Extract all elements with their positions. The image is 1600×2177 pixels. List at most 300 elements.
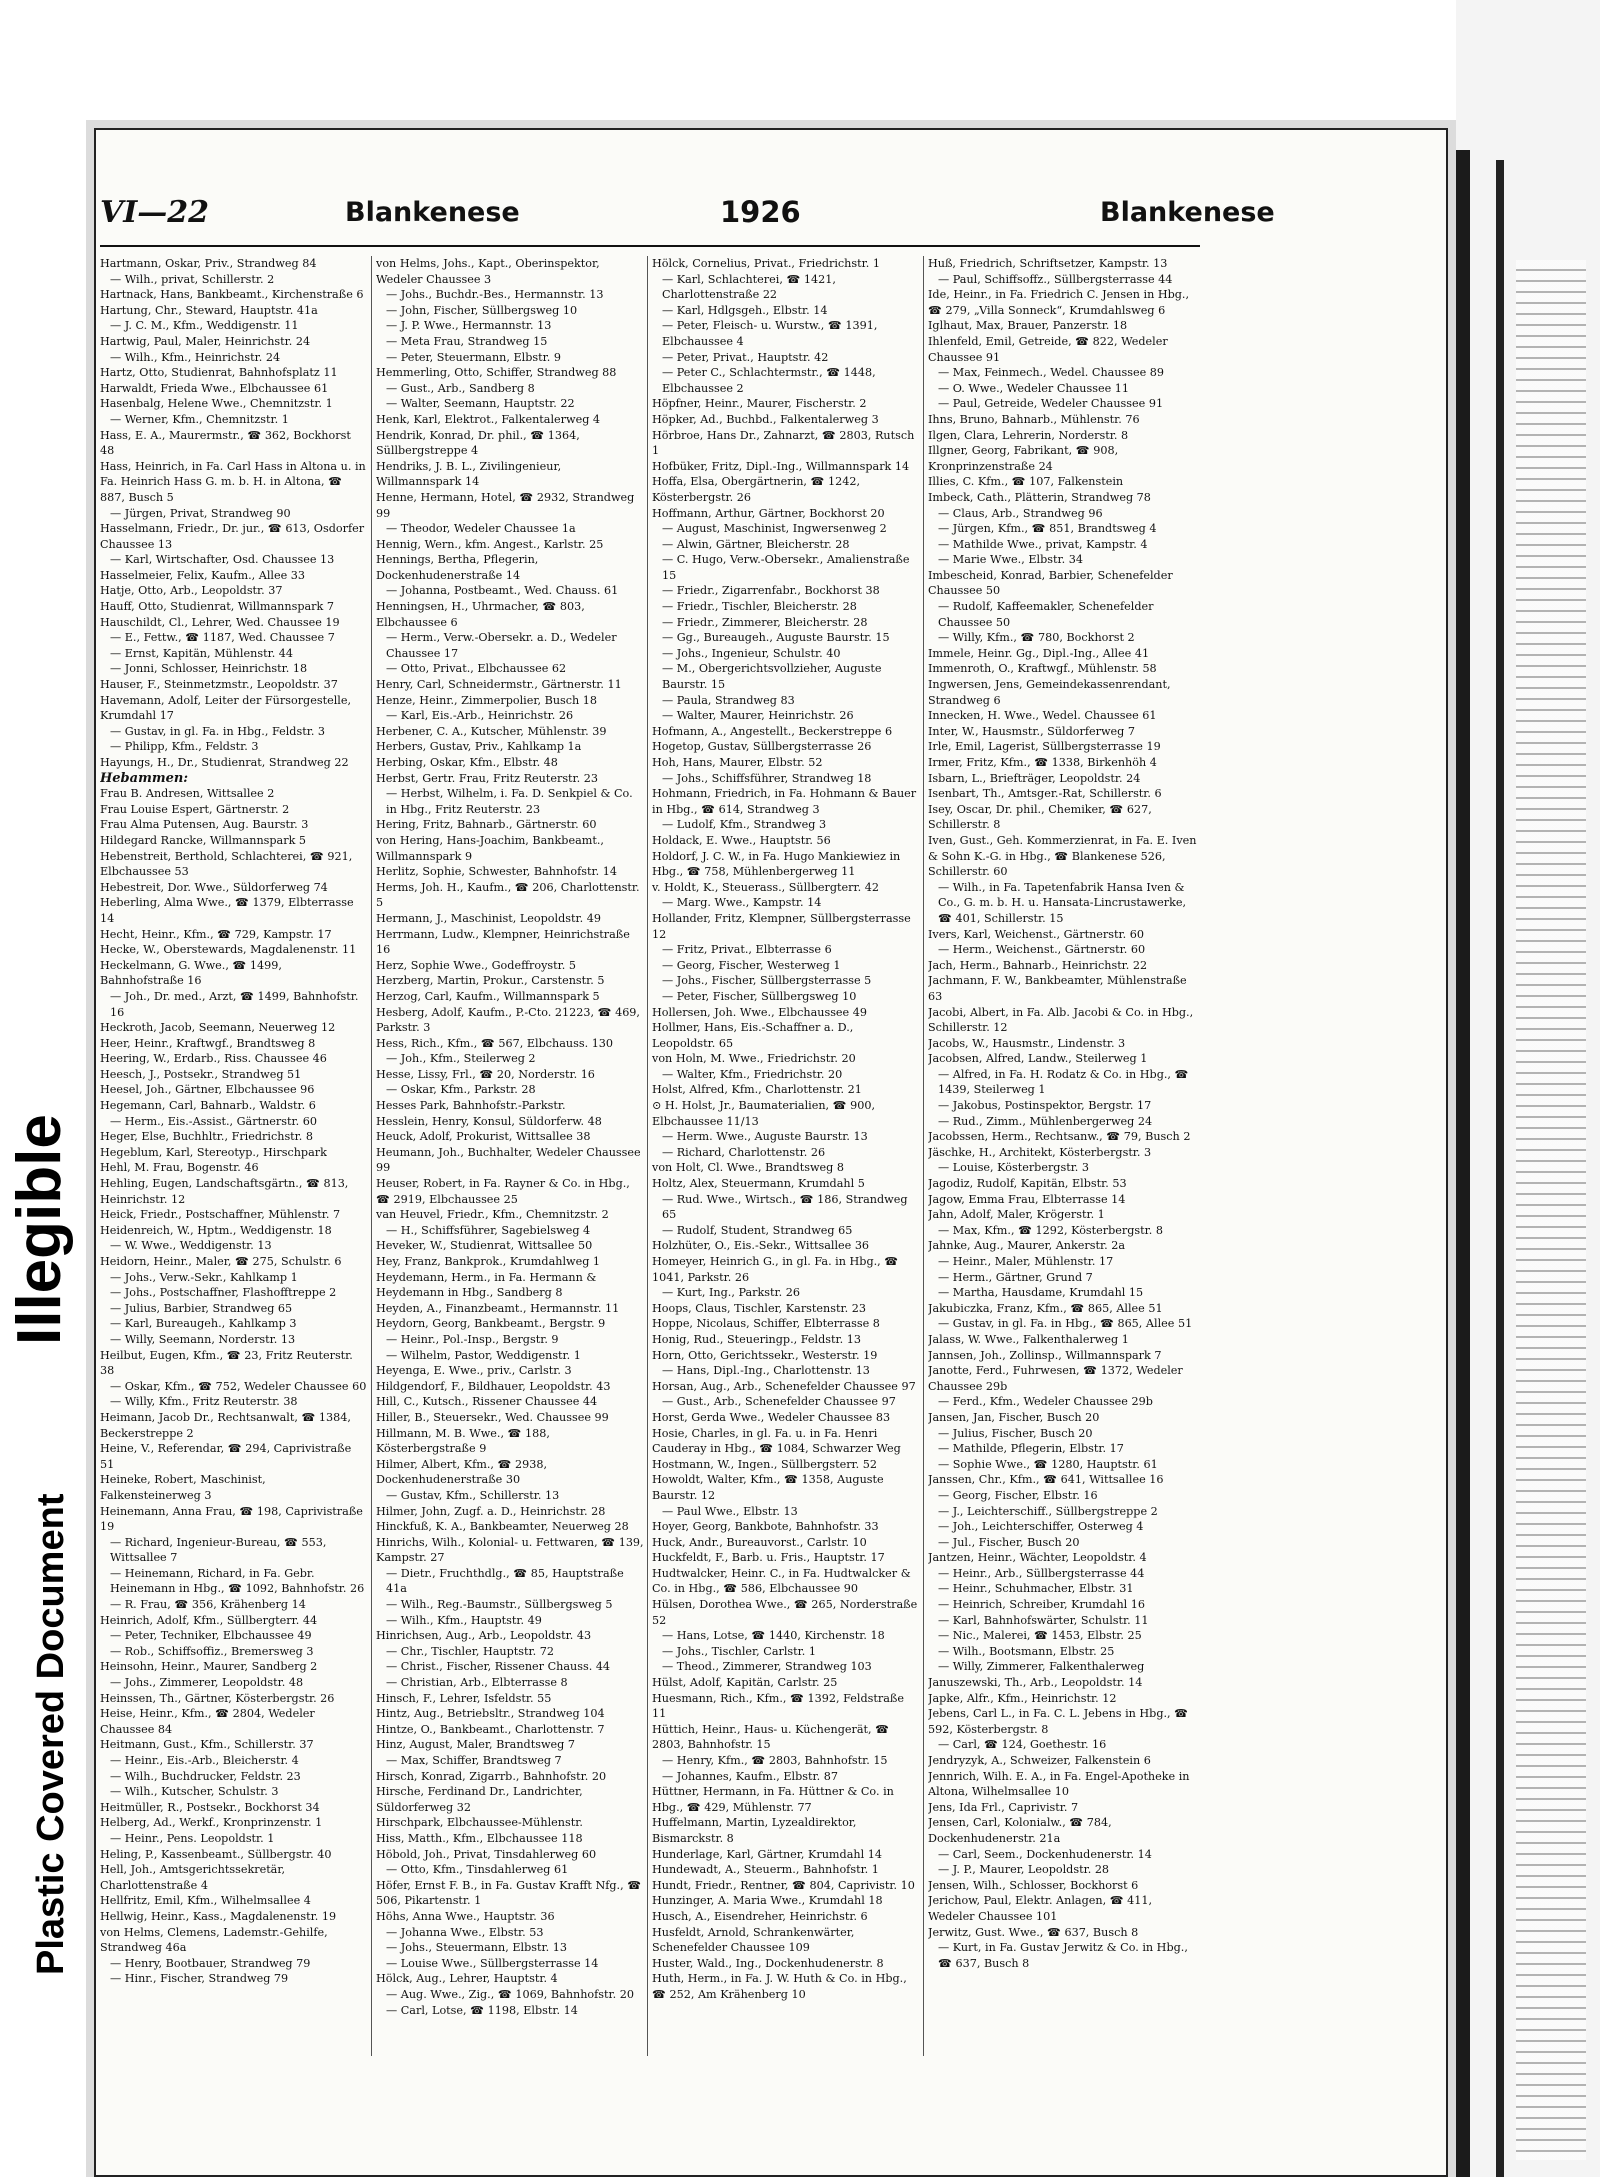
directory-entry: — Heinr., Eis.-Arb., Bleicherstr. 4 (110, 1754, 299, 1767)
directory-entry: Heyenga, E. Wwe., priv., Carlstr. 3 (376, 1364, 572, 1378)
directory-entry: — Ferd., Kfm., Wedeler Chaussee 29b (938, 1395, 1153, 1409)
directory-entry: Hölck, Aug., Lehrer, Hauptstr. 4 (376, 1972, 558, 1986)
directory-entry: — Willy, Kfm., ☎ 780, Bockhorst 2 (938, 631, 1135, 645)
directory-entry: Hildegard Rancke, Willmannspark 5 (100, 833, 307, 847)
directory-entry: — Christ., Fischer, Rissener Chauss. 44 (386, 1660, 611, 1674)
directory-entry: — Heinr., Pol.-Insp., Bergstr. 9 (386, 1332, 559, 1346)
directory-entry: — Joh., Dr. med., Arzt, ☎ 1499, Bahnhofstr. 16 (110, 989, 359, 1019)
directory-entry: — Karl, Schlachterei, ☎ 1421, Charlottenstraße 22 (662, 272, 836, 302)
directory-entry: — Wilh., privat, Schillerstr. 2 (110, 272, 275, 286)
directory-entry: — R. Frau, ☎ 356, Krähenberg 14 (110, 1598, 306, 1612)
directory-entry: Jäschke, H., Architekt, Kösterbergstr. 3 (928, 1145, 1152, 1159)
directory-entry: — Johs., Fischer, Süllbergsterrasse 5 (662, 974, 872, 988)
directory-entry: Japke, Alfr., Kfm., Heinrichstr. 12 (928, 1691, 1117, 1705)
directory-entry: Hinrichs, Wilh., Kolonial- u. Fettwaren, ☎ 139, Kampstr. 27 (376, 1535, 644, 1565)
directory-entry: Ingwersen, Jens, Gemeindekassenrendant, Strandweg 6 (928, 678, 1171, 707)
directory-entry: — Oskar, Kfm., Parkstr. 28 (386, 1083, 536, 1097)
directory-entry: — Philipp, Kfm., Feldstr. 3 (110, 740, 259, 754)
directory-entry: Iven, Gust., Geh. Kommerzienrat, in Fa. E. Iven & Sohn K.-G. in Hbg., ☎ Blankenese 526, Schillerstr. 60 (928, 833, 1197, 879)
directory-entry: Höhs, Anna Wwe., Hauptstr. 36 (376, 1909, 555, 1923)
directory-entry: — Karl, Bahnhofswärter, Schulstr. 11 (938, 1613, 1149, 1627)
directory-entry: — Gustav, in gl. Fa. in Hbg., ☎ 865, Allee 51 (938, 1317, 1193, 1331)
directory-entry: — Wilh., Kfm., Hauptstr. 49 (386, 1613, 542, 1627)
directory-entry: Ivers, Karl, Weichenst., Gärtnerstr. 60 (928, 927, 1144, 941)
directory-entry: Innecken, H. Wwe., Wedel. Chaussee 61 (928, 709, 1157, 723)
directory-entry: — Oskar, Kfm., ☎ 752, Wedeler Chaussee 60 (110, 1379, 367, 1393)
directory-entry: — Peter C., Schlachtermstr., ☎ 1448, Elbchaussee 2 (662, 366, 876, 395)
directory-entry: — Friedr., Zigarrenfabr., Bockhorst 38 (662, 584, 880, 598)
directory-entry: — Christian, Arb., Elbterrasse 8 (386, 1676, 568, 1690)
directory-entry: Ihns, Bruno, Bahnarb., Mühlenstr. 76 (928, 412, 1140, 426)
directory-entry: Hartmann, Oskar, Priv., Strandweg 84 (100, 257, 317, 270)
directory-entry: Hecke, W., Oberstewards, Magdalenenstr. 11 (100, 943, 357, 957)
directory-entry: — Paul Wwe., Elbstr. 13 (662, 1504, 798, 1518)
directory-entry: Hinckfuß, K. A., Bankbeamter, Neuerweg 28 (376, 1520, 629, 1534)
illegible-label: Illegible (5, 1114, 74, 1345)
directory-entry: Hudtwalcker, Heinr. C., in Fa. Hudtwalcker & Co. in Hbg., ☎ 586, Elbchaussee 90 (652, 1566, 911, 1596)
directory-entry: Isenbart, Th., Amtsger.-Rat, Schillerstr. 6 (928, 787, 1162, 801)
directory-entry: Heering, W., Erdarb., Riss. Chaussee 46 (100, 1052, 327, 1066)
directory-entry: — Karl, Bureaugeh., Kahlkamp 3 (110, 1317, 297, 1331)
directory-entry: — Henry, Kfm., ☎ 2803, Bahnhofstr. 15 (662, 1754, 888, 1767)
directory-entry: Holdack, E. Wwe., Hauptstr. 56 (652, 833, 831, 847)
directory-entry: — Julius, Fischer, Busch 20 (938, 1426, 1093, 1440)
directory-entry: — Theod., Zimmerer, Strandweg 103 (662, 1660, 872, 1674)
directory-entry: Hebammen: (100, 770, 189, 786)
directory-entry: Jalass, W. Wwe., Falkenthalerweg 1 (928, 1332, 1129, 1346)
directory-entry: — Julius, Barbier, Strandweg 65 (110, 1301, 293, 1315)
directory-entry: Irle, Emil, Lagerist, Süllbergsterrasse 19 (928, 740, 1161, 754)
directory-entry: Illies, C. Kfm., ☎ 107, Falkenstein (928, 475, 1124, 489)
directory-entry: Immele, Heinr. Gg., Dipl.-Ing., Allee 41 (928, 646, 1150, 660)
directory-entry: von Helms, Clemens, Lademstr.-Gehilfe, Strandweg 46a (100, 1925, 328, 1955)
directory-entry: — Peter, Steuermann, Elbstr. 9 (386, 350, 561, 364)
directory-entry: Jannsen, Joh., Zollinsp., Willmannspark 7 (928, 1348, 1162, 1362)
directory-entry: Jensen, Carl, Kolonialw., ☎ 784, Dockenhudenerstr. 21a (928, 1816, 1112, 1845)
directory-entry: — Johs., Buchdr.-Bes., Hermannstr. 13 (386, 288, 604, 302)
directory-entry: Hiller, B., Steuersekr., Wed. Chaussee 99 (376, 1410, 609, 1424)
directory-entry: Hellfritz, Emil, Kfm., Wilhelmsallee 4 (100, 1894, 311, 1908)
directory-entry: — Hans, Lotse, ☎ 1440, Kirchenstr. 18 (662, 1629, 885, 1643)
directory-entry: — Herm., Weichenst., Gärtnerstr. 60 (938, 943, 1146, 957)
directory-entry: — Heinr., Arb., Süllbergsterrasse 44 (938, 1566, 1145, 1580)
directory-entry: Iglhaut, Max, Brauer, Panzerstr. 18 (928, 319, 1128, 333)
directory-entry: Jacobi, Albert, in Fa. Alb. Jacobi & Co. in Hbg., Schillerstr. 12 (928, 1005, 1194, 1035)
directory-entry: — Herm., Verw.-Obersekr. a. D., Wedeler Chaussee 17 (386, 631, 617, 660)
directory-entry: Hilmer, Albert, Kfm., ☎ 2938, Dockenhudenerstraße 30 (376, 1457, 548, 1487)
directory-entry: Jerichow, Paul, Elektr. Anlagen, ☎ 411, Wedeler Chaussee 101 (928, 1894, 1153, 1923)
directory-entry: Herms, Joh. H., Kaufm., ☎ 206, Charlottenstr. 5 (376, 880, 640, 910)
directory-entry: — Wilh., Bootsmann, Elbstr. 25 (938, 1644, 1115, 1658)
directory-entry: Imbescheid, Konrad, Barbier, Schenefelder Chaussee 50 (928, 568, 1173, 598)
directory-entry: — Gustav, Kfm., Schillerstr. 13 (386, 1488, 560, 1502)
directory-entry: Heinsohn, Heinr., Maurer, Sandberg 2 (100, 1660, 318, 1674)
column-3 (652, 256, 924, 2056)
directory-entry: von Helms, Johs., Kapt., Oberinspektor, Wedeler Chaussee 3 (376, 257, 600, 286)
directory-entry: Husfeldt, Arnold, Schrankenwärter, Schenefelder Chaussee 109 (652, 1925, 855, 1955)
directory-entry: Januszewski, Th., Arb., Leopoldstr. 14 (928, 1676, 1143, 1690)
directory-entry: Hass, E. A., Maurermstr., ☎ 362, Bockhorst 48 (100, 428, 351, 458)
directory-entry: Hoppe, Nicolaus, Schiffer, Elbterrasse 8 (652, 1317, 880, 1331)
directory-entry: Heling, P., Kassenbeamt., Süllbergstr. 40 (100, 1847, 332, 1861)
directory-entry: Hunderlage, Karl, Gärtner, Krumdahl 14 (652, 1847, 882, 1861)
directory-entry: — J. C. M., Kfm., Weddigenstr. 11 (110, 319, 299, 333)
directory-entry: — O. Wwe., Wedeler Chaussee 11 (938, 381, 1129, 395)
directory-entry: — Peter, Privat., Hauptstr. 42 (662, 350, 829, 364)
directory-entry: — Gustav, in gl. Fa. in Hbg., Feldstr. 3 (110, 724, 326, 738)
directory-entry: Isbarn, L., Briefträger, Leopoldstr. 24 (928, 771, 1141, 785)
directory-entry: Heberling, Alma Wwe., ☎ 1379, Elbterrasse 14 (100, 896, 354, 925)
directory-entry: — Joh., Leichterschiffer, Osterweg 4 (938, 1520, 1144, 1534)
directory-entry: Inter, W., Hausmstr., Süldorferweg 7 (928, 724, 1136, 738)
directory-entry: Heimann, Jacob Dr., Rechtsanwalt, ☎ 1384, Beckerstreppe 2 (100, 1410, 351, 1440)
directory-entry: Harwaldt, Frieda Wwe., Elbchaussee 61 (100, 381, 329, 395)
directory-entry: Hollersen, Joh. Wwe., Elbchaussee 49 (652, 1005, 867, 1019)
directory-entry: — M., Obergerichtsvollzieher, Auguste Baurstr. 15 (662, 662, 882, 692)
directory-entry: — Richard, Ingenieur-Bureau, ☎ 553, Wittsallee 7 (110, 1535, 327, 1565)
directory-entry: Jensen, Wilh., Schlosser, Bockhorst 6 (928, 1878, 1139, 1892)
directory-entry: Hollander, Fritz, Klempner, Süllbergsterrasse 12 (652, 911, 911, 941)
directory-entry: Hörbroe, Hans Dr., Zahnarzt, ☎ 2803, Rutsch 1 (652, 428, 915, 458)
directory-entry: Jebens, Carl L., in Fa. C. L. Jebens in Hbg., ☎ 592, Kösterbergstr. 8 (928, 1707, 1189, 1736)
directory-entry: Heckroth, Jacob, Seemann, Neuerweg 12 (100, 1021, 336, 1035)
directory-entry: Hogetop, Gustav, Süllbergsterrasse 26 (652, 740, 872, 754)
directory-entry: Hendrik, Konrad, Dr. phil., ☎ 1364, Süllbergstreppe 4 (376, 428, 580, 458)
directory-entry: Jagow, Emma Frau, Elbterrasse 14 (928, 1192, 1126, 1206)
directory-entry: Hundewadt, A., Steuerm., Bahnhofstr. 1 (652, 1863, 879, 1877)
directory-entry: Herlitz, Sophie, Schwester, Bahnhofstr. 14 (376, 865, 617, 879)
directory-entry: Jantzen, Heinr., Wächter, Leopoldstr. 4 (928, 1551, 1147, 1565)
directory-entry: Herbing, Oskar, Kfm., Elbstr. 48 (376, 756, 558, 769)
directory-entry: Heilbut, Eugen, Kfm., ☎ 23, Fritz Reuterstr. 38 (100, 1348, 353, 1378)
directory-entry: — Wilh., Reg.-Baumstr., Süllbergsweg 5 (386, 1598, 613, 1612)
adjacent-page-edge (1456, 0, 1600, 2177)
side-label-panel (0, 0, 86, 2177)
directory-entry: Heuck, Adolf, Prokurist, Wittsallee 38 (376, 1130, 591, 1144)
directory-entry: Hauff, Otto, Studienrat, Willmannspark 7 (100, 600, 334, 614)
directory-entry: — Karl, Wirtschafter, Osd. Chaussee 13 (110, 553, 335, 567)
directory-entry: — Heinr., Pens. Leopoldstr. 1 (110, 1831, 275, 1845)
directory-entry: Hülst, Adolf, Kapitän, Carlstr. 25 (652, 1676, 838, 1690)
directory-entry: Honig, Rud., Steueringp., Feldstr. 13 (652, 1332, 861, 1346)
directory-entry: Hunzinger, A. Maria Wwe., Krumdahl 18 (652, 1894, 883, 1908)
directory-entry: — Claus, Arb., Strandweg 96 (938, 506, 1103, 520)
directory-entry: — Otto, Privat., Elbchaussee 62 (386, 662, 567, 676)
directory-entry: — Friedr., Tischler, Bleicherstr. 28 (662, 600, 857, 614)
directory-entry: Heinrich, Adolf, Kfm., Süllbergterr. 44 (100, 1613, 318, 1627)
directory-entry: — Joh., Kfm., Steilerweg 2 (386, 1052, 536, 1066)
directory-entry: Heydorn, Georg, Bankbeamt., Bergstr. 9 (376, 1317, 606, 1331)
directory-entry: Henk, Karl, Elektrot., Falkentalerweg 4 (376, 412, 601, 426)
directory-entry: Hülsen, Dorothea Wwe., ☎ 265, Norderstraße 52 (652, 1598, 918, 1627)
directory-entry: — J., Leichterschiff., Süllbergstreppe 2 (938, 1504, 1158, 1518)
directory-entry: Henne, Hermann, Hotel, ☎ 2932, Strandweg 99 (376, 490, 635, 520)
directory-entry: — Herbst, Wilhelm, i. Fa. D. Senkpiel & Co. in Hbg., Fritz Reuterstr. 23 (386, 787, 633, 816)
directory-entry: — E., Fettw., ☎ 1187, Wed. Chaussee 7 (110, 631, 335, 645)
directory-entry: Hayungs, H., Dr., Studienrat, Strandweg 22 (100, 756, 349, 769)
directory-entry: Hauser, F., Steinmetzmstr., Leopoldstr. 37 (100, 678, 338, 692)
directory-entry: Hundt, Friedr., Rentner, ☎ 804, Caprivistr. 10 (652, 1878, 915, 1892)
directory-entry: Heinssen, Th., Gärtner, Kösterbergstr. 26 (100, 1691, 335, 1705)
directory-entry: — Karl, Hdlgsgeh., Elbstr. 14 (662, 303, 828, 317)
directory-entry: — Johs., Postschaffner, Flashofftreppe 2 (110, 1286, 337, 1300)
directory-entry: Hartz, Otto, Studienrat, Bahnhofsplatz 11 (100, 366, 338, 380)
directory-entry: Hey, Franz, Bankprok., Krumdahlweg 1 (376, 1255, 601, 1268)
directory-entry: Hinz, August, Maler, Brandtsweg 7 (376, 1738, 575, 1752)
directory-entry: Horn, Otto, Gerichtssekr., Westerstr. 19 (652, 1348, 878, 1362)
directory-entry: Heidorn, Heinr., Maler, ☎ 275, Schulstr. 6 (100, 1255, 342, 1268)
directory-entry: — Aug. Wwe., Zig., ☎ 1069, Bahnhofstr. 20 (386, 1987, 635, 2001)
directory-entry: Hennig, Wern., kfm. Angest., Karlstr. 25 (376, 537, 604, 551)
directory-entry: Huster, Wald., Ing., Dockenhudenerstr. 8 (652, 1956, 884, 1970)
directory-entry: — Willy, Seemann, Norderstr. 13 (110, 1332, 296, 1346)
header-rule (100, 245, 1200, 247)
directory-entry: Husch, A., Eisendreher, Heinrichstr. 6 (652, 1909, 868, 1923)
directory-entry: Henry, Carl, Schneidermstr., Gärtnerstr. 11 (376, 678, 622, 692)
directory-entry: — Alfred, in Fa. H. Rodatz & Co. in Hbg., ☎ 1439, Steilerweg 1 (938, 1067, 1189, 1097)
directory-entry: Hegeblum, Karl, Stereotyp., Hirschpark (100, 1145, 327, 1159)
directory-entry: — Martha, Hausdame, Krumdahl 15 (938, 1286, 1144, 1300)
directory-entry: Hesse, Lissy, Frl., ☎ 20, Norderstr. 16 (376, 1067, 595, 1081)
directory-entry: — Max, Feinmech., Wedel. Chaussee 89 (938, 366, 1165, 380)
directory-entry: Hinrichsen, Aug., Arb., Leopoldstr. 43 (376, 1629, 592, 1643)
directory-entry: Hillmann, M. B. Wwe., ☎ 188, Kösterbergstraße 9 (376, 1426, 550, 1456)
directory-entry: Heinemann, Anna Frau, ☎ 198, Caprivistraße 19 (100, 1504, 363, 1534)
directory-entry: Ihlenfeld, Emil, Getreide, ☎ 822, Wedeler Chaussee 91 (928, 334, 1168, 364)
directory-entry: Hirsch, Konrad, Zigarrb., Bahnhofstr. 20 (376, 1769, 607, 1783)
directory-entry: Hohmann, Friedrich, in Fa. Hohmann & Bauer in Hbg., ☎ 614, Strandweg 3 (652, 787, 917, 816)
directory-entry: — Johs., Verw.-Sekr., Kahlkamp 1 (110, 1270, 298, 1284)
directory-entry: Heer, Heinr., Kraftwgf., Brandtsweg 8 (100, 1036, 316, 1050)
directory-entry: Herzberg, Martin, Prokur., Carstenstr. 5 (376, 974, 605, 988)
directory-entry: Frau B. Andresen, Wittsallee 2 (100, 787, 275, 801)
page-edge-line (1496, 160, 1504, 2177)
directory-entry: Huesmann, Rich., Kfm., ☎ 1392, Feldstraße 11 (652, 1691, 904, 1721)
page-number: VI—22 (100, 195, 210, 230)
directory-entry: Herbers, Gustav, Priv., Kahlkamp 1a (376, 740, 582, 754)
directory-entry: — Walter, Kfm., Friedrichstr. 20 (662, 1067, 843, 1081)
directory-entry: Höbold, Joh., Privat, Tinsdahlerweg 60 (376, 1847, 597, 1861)
directory-entry: Isey, Oscar, Dr. phil., Chemiker, ☎ 627, Schillerstr. 8 (928, 802, 1152, 832)
directory-entry: Hellwig, Heinr., Kass., Magdalenenstr. 19 (100, 1909, 337, 1923)
directory-entry: — Peter, Fleisch- u. Wurstw., ☎ 1391, Elbchaussee 4 (662, 319, 878, 348)
directory-entry: — Jul., Fischer, Busch 20 (938, 1535, 1080, 1549)
column-1 (100, 256, 372, 2056)
directory-entry: Hirsche, Ferdinand Dr., Landrichter, Süldorferweg 32 (376, 1785, 583, 1814)
directory-entry: Hell, Joh., Amtsgerichtssekretär, Charlottenstraße 4 (100, 1863, 286, 1892)
directory-entry: Heick, Friedr., Postschaffner, Mühlenstr. 7 (100, 1208, 341, 1222)
directory-entry: — Herm., Gärtner, Grund 7 (938, 1270, 1093, 1284)
directory-entry: Hosie, Charles, in gl. Fa. u. in Fa. Henri Cauderay in Hbg., ☎ 1084, Schwarzer Weg (652, 1426, 901, 1456)
directory-entry: Heitmüller, R., Postsekr., Bockhorst 34 (100, 1800, 320, 1814)
directory-entry: — Willy, Kfm., Fritz Reuterstr. 38 (110, 1395, 298, 1409)
adjacent-page-text (1516, 260, 1586, 2160)
directory-entry: Hostmann, W., Ingen., Süllbergsterr. 52 (652, 1457, 878, 1471)
directory-entry: — August, Maschinist, Ingwersenweg 2 (662, 522, 887, 536)
directory-entry: v. Holdt, K., Steuerass., Süllbergterr. 42 (652, 880, 879, 894)
directory-entry: Hess, Rich., Kfm., ☎ 567, Elbchauss. 130 (376, 1036, 614, 1050)
directory-entry: — Sophie Wwe., ☎ 1280, Hauptstr. 61 (938, 1457, 1158, 1471)
directory-entry: Huth, Herm., in Fa. J. W. Huth & Co. in Hbg., ☎ 252, Am Krähenberg 10 (652, 1972, 907, 2001)
directory-entry: Hintz, Aug., Betriebsltr., Strandweg 104 (376, 1707, 605, 1721)
column-4 (928, 256, 1200, 2056)
directory-entry: Heumann, Joh., Buchhalter, Wedeler Chaussee 99 (376, 1145, 641, 1175)
directory-entry: Hartwig, Paul, Maler, Heinrichstr. 24 (100, 334, 311, 348)
directory-entry: Hehl, M. Frau, Bogenstr. 46 (100, 1161, 259, 1175)
directory-entry: — Rob., Schiffsoffiz., Bremersweg 3 (110, 1644, 314, 1658)
directory-entry: — Louise, Kösterbergstr. 3 (938, 1161, 1090, 1175)
directory-entry: Ilgen, Clara, Lehrerin, Norderstr. 8 (928, 428, 1129, 442)
directory-entry: Heise, Heinr., Kfm., ☎ 2804, Wedeler Chaussee 84 (100, 1707, 315, 1736)
directory-entry: — Wilh., Kfm., Heinrichstr. 24 (110, 350, 281, 364)
directory-entry: — John, Fischer, Süllbergsweg 10 (386, 303, 578, 317)
header-right-title: Blankenese (1100, 197, 1275, 228)
directory-entry: — J. P., Maurer, Leopoldstr. 28 (938, 1863, 1110, 1877)
directory-entry: van Heuvel, Friedr., Kfm., Chemnitzstr. 2 (376, 1208, 609, 1222)
directory-entry: von Hering, Hans-Joachim, Bankbeamt., Willmannspark 9 (376, 833, 604, 863)
directory-entry: — Johanna Wwe., Elbstr. 53 (386, 1925, 544, 1939)
directory-entry: Hinsch, F., Lehrer, Isfeldstr. 55 (376, 1691, 552, 1705)
directory-entry: Jachmann, F. W., Bankbeamter, Mühlenstraße 63 (928, 974, 1187, 1003)
directory-entry: Heveker, W., Studienrat, Wittsallee 50 (376, 1239, 593, 1253)
directory-entry: Jagodiz, Rudolf, Kapitän, Elbstr. 53 (928, 1177, 1127, 1191)
directory-entry: — Heinrich, Schreiber, Krumdahl 16 (938, 1598, 1146, 1612)
directory-entry: — Georg, Fischer, Westerweg 1 (662, 958, 841, 972)
directory-entry: Hatje, Otto, Arb., Leopoldstr. 37 (100, 584, 283, 598)
directory-entry: Homeyer, Heinrich G., in gl. Fa. in Hbg., ☎ 1041, Parkstr. 26 (652, 1255, 899, 1284)
directory-entry: Helberg, Ad., Werkf., Kronprinzenstr. 1 (100, 1816, 323, 1830)
directory-entry: — Peter, Fischer, Süllbergsweg 10 (662, 989, 857, 1003)
directory-entry: — Jürgen, Privat, Strandweg 90 (110, 506, 291, 520)
directory-entry: Imbeck, Cath., Plätterin, Strandweg 78 (928, 490, 1151, 504)
directory-entry: — Mathilde, Pflegerin, Elbstr. 17 (938, 1442, 1124, 1456)
page-header (100, 195, 1275, 245)
directory-entry: Jahn, Adolf, Maler, Krögerstr. 1 (928, 1208, 1105, 1222)
directory-entry: — J. P. Wwe., Hermannstr. 13 (386, 319, 552, 333)
directory-entry: Jacobsen, Alfred, Landw., Steilerweg 1 (928, 1052, 1148, 1066)
directory-entry: — Jonni, Schlosser, Heinrichstr. 18 (110, 662, 308, 676)
directory-entry: Jendryzyk, A., Schweizer, Falkenstein 6 (928, 1754, 1151, 1767)
directory-entry: Hildgendorf, F., Bildhauer, Leopoldstr. 43 (376, 1379, 611, 1393)
directory-entry: Hesberg, Adolf, Kaufm., P.-Cto. 21223, ☎ 469, Parkstr. 3 (376, 1005, 640, 1035)
directory-entry: — Paula, Strandweg 83 (662, 693, 795, 707)
directory-entry: — Johs., Tischler, Carlstr. 1 (662, 1644, 817, 1658)
directory-entry: — Kurt, Ing., Parkstr. 26 (662, 1286, 800, 1300)
directory-entry: Heesch, J., Postsekr., Strandweg 51 (100, 1067, 302, 1081)
directory-entry: — Jürgen, Kfm., ☎ 851, Brandtsweg 4 (938, 522, 1157, 536)
directory-entry: Jacobssen, Herm., Rechtsanw., ☎ 79, Busch 2 (928, 1130, 1191, 1144)
directory-entry: Holdorf, J. C. W., in Fa. Hugo Mankiewiez in Hbg., ☎ 758, Mühlenbergerweg 11 (652, 849, 901, 879)
directory-entry: Hoh, Hans, Maurer, Elbstr. 52 (652, 756, 823, 769)
directory-entry: Herrmann, Ludw., Klempner, Heinrichstraße 16 (376, 927, 630, 957)
directory-entry: Heckelmann, G. Wwe., ☎ 1499, Bahnhofstraße 16 (100, 958, 282, 988)
directory-entry: — Dietr., Fruchthdlg., ☎ 85, Hauptstraße 41a (386, 1566, 624, 1596)
directory-entry: — Carl, Lotse, ☎ 1198, Elbstr. 14 (386, 2003, 578, 2017)
directory-entry: — Rudolf, Kaffeemakler, Schenefelder Chaussee 50 (938, 600, 1154, 629)
directory-entry: Hass, Heinrich, in Fa. Carl Hass in Altona u. in Fa. Heinrich Hass G. m. b. H. in Altona, ☎ 887, Busch 5 (100, 459, 366, 504)
directory-entry: Hermann, J., Maschinist, Leopoldstr. 49 (376, 911, 601, 925)
directory-entry: Ide, Heinr., in Fa. Friedrich C. Jensen in Hbg., ☎ 279, „Villa Sonneck“, Krumdahlsweg 6 (928, 288, 1190, 317)
directory-entry: Hoops, Claus, Tischler, Karstenstr. 23 (652, 1301, 866, 1315)
directory-entry: — Werner, Kfm., Chemnitzstr. 1 (110, 412, 289, 426)
directory-entry: — Wilh., in Fa. Tapetenfabrik Hansa Iven & Co., G. m. b. H. u. Hansata-Lincrustawerke, ☎ 401, Schillerstr. 15 (938, 880, 1187, 925)
directory-entry: Herbst, Gertr. Frau, Fritz Reuterstr. 23 (376, 771, 599, 785)
header-left-title: Blankenese (345, 197, 520, 228)
directory-entry: Heitmann, Gust., Kfm., Schillerstr. 37 (100, 1738, 314, 1752)
directory-entry: Hirschpark, Elbchaussee-Mühlenstr. (376, 1816, 583, 1830)
directory-entry: Höpfner, Heinr., Maurer, Fischerstr. 2 (652, 397, 867, 411)
directory-entry: Hasselmeier, Felix, Kaufm., Allee 33 (100, 568, 306, 582)
directory-entry: Jansen, Jan, Fischer, Busch 20 (928, 1410, 1100, 1424)
directory-entry: Heesel, Joh., Gärtner, Elbchaussee 96 (100, 1083, 315, 1097)
directory-entry: Hollmer, Hans, Eis.-Schaffner a. D., Leopoldstr. 65 (652, 1021, 854, 1050)
directory-entry: Janotte, Ferd., Fuhrwesen, ☎ 1372, Wedeler Chaussee 29b (928, 1364, 1183, 1393)
directory-entry: ⊙ H. Holst, Jr., Baumaterialien, ☎ 900, Elbchaussee 11/13 (652, 1099, 876, 1128)
directory-entry: Irmer, Fritz, Kfm., ☎ 1338, Birkenhöh 4 (928, 756, 1157, 769)
directory-entry: Hasselmann, Friedr., Dr. jur., ☎ 613, Osdorfer Chaussee 13 (100, 522, 365, 551)
directory-entry: — C. Hugo, Verw.-Obersekr., Amalienstraße 15 (662, 553, 910, 582)
directory-entry: — Richard, Charlottenstr. 26 (662, 1145, 826, 1159)
directory-entry: — Gust., Arb., Schenefelder Chaussee 97 (662, 1395, 896, 1409)
directory-entry: Horsan, Aug., Arb., Schenefelder Chaussee 97 (652, 1379, 916, 1393)
directory-entry: — H., Schiffsführer, Sagebielsweg 4 (386, 1223, 591, 1237)
page-edge-shadow (1456, 150, 1470, 2177)
directory-entry: — Herm. Wwe., Auguste Baurstr. 13 (662, 1130, 868, 1144)
directory-entry: Hasenbalg, Helene Wwe., Chemnitzstr. 1 (100, 397, 333, 411)
directory-entry: Hüttich, Heinr., Haus- u. Küchengerät, ☎ 2803, Bahnhofstr. 15 (652, 1722, 890, 1752)
directory-entry: — Walter, Maurer, Heinrichstr. 26 (662, 709, 854, 723)
directory-entry: Jach, Herm., Bahnarb., Heinrichstr. 22 (928, 958, 1148, 972)
directory-entry: Heydemann, Herm., in Fa. Hermann & Heydemann in Hbg., Sandberg 8 (376, 1270, 597, 1300)
directory-entry: — Fritz, Privat., Elbterrasse 6 (662, 943, 832, 957)
directory-entry: Heuser, Robert, in Fa. Rayner & Co. in Hbg., ☎ 2919, Elbchaussee 25 (376, 1177, 630, 1206)
directory-entry: Howoldt, Walter, Kfm., ☎ 1358, Auguste Baurstr. 12 (652, 1473, 884, 1502)
directory-entry: — Heinr., Maler, Mühlenstr. 17 (938, 1255, 1114, 1268)
directory-entry: Holtz, Alex, Steuermann, Krumdahl 5 (652, 1177, 865, 1191)
directory-entry: — Ernst, Kapitän, Mühlenstr. 44 (110, 646, 294, 660)
directory-entry: — Johanna, Postbeamt., Wed. Chauss. 61 (386, 584, 619, 598)
directory-entry: — Carl, ☎ 124, Goethestr. 16 (938, 1738, 1107, 1752)
directory-entry: — Paul, Schiffsoffz., Süllbergsterrasse 44 (938, 272, 1173, 286)
directory-entry: — Theodor, Wedeler Chaussee 1a (386, 522, 576, 536)
directory-entry: Janssen, Chr., Kfm., ☎ 641, Wittsallee 16 (928, 1473, 1164, 1487)
directory-entry: Frau Alma Putensen, Aug. Baurstr. 3 (100, 818, 309, 832)
directory-entry: Illgner, Georg, Fabrikant, ☎ 908, Kronprinzenstraße 24 (928, 444, 1119, 473)
directory-entry: — Marg. Wwe., Kampstr. 14 (662, 896, 822, 910)
directory-entry: — Max, Schiffer, Brandtsweg 7 (386, 1754, 562, 1767)
directory-entry: — Herm., Eis.-Assist., Gärtnerstr. 60 (110, 1114, 317, 1128)
directory-entry: Herzog, Carl, Kaufm., Willmannspark 5 (376, 989, 600, 1003)
directory-entry: Hendriks, J. B. L., Zivilingenieur, Willmannspark 14 (376, 459, 562, 489)
directory-entry: Jens, Ida Frl., Caprivistr. 7 (928, 1800, 1079, 1814)
directory-entry: — Marie Wwe., Elbstr. 34 (938, 553, 1083, 567)
directory-entry: — Jakobus, Postinspektor, Bergstr. 17 (938, 1099, 1152, 1113)
directory-entry: Hiss, Matth., Kfm., Elbchaussee 118 (376, 1831, 583, 1845)
directory-entry: — Gust., Arb., Sandberg 8 (386, 381, 535, 395)
directory-entry: Hoyer, Georg, Bankbote, Bahnhofstr. 33 (652, 1520, 879, 1534)
directory-entry: Heyden, A., Finanzbeamt., Hermannstr. 11 (376, 1301, 620, 1315)
directory-entry: Holst, Alfred, Kfm., Charlottenstr. 21 (652, 1083, 862, 1097)
directory-entry: Hoffa, Elsa, Obergärtnerin, ☎ 1242, Kösterbergstr. 26 (652, 475, 861, 504)
directory-entry: Herz, Sophie Wwe., Godeffroystr. 5 (376, 958, 577, 972)
directory-entry: — Chr., Tischler, Hauptstr. 72 (386, 1644, 554, 1658)
directory-entry: — Rud., Zimm., Mühlenbergerweg 24 (938, 1114, 1153, 1128)
directory-entry: Hehling, Eugen, Landschaftsgärtn., ☎ 813, Heinrichstr. 12 (100, 1177, 349, 1206)
directory-entry: Huck, Andr., Bureauvorst., Carlstr. 10 (652, 1535, 867, 1549)
directory-entry: Huß, Friedrich, Schriftsetzer, Kampstr. 13 (928, 257, 1168, 270)
directory-entry: Hennings, Bertha, Pflegerin, Dockenhudenerstraße 14 (376, 553, 539, 582)
directory-entry: — Wilhelm, Pastor, Weddigenstr. 1 (386, 1348, 581, 1362)
